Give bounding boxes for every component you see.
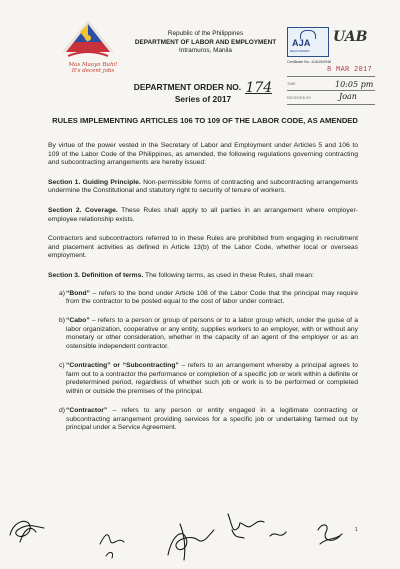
section-2-heading: Section 2. Coverage.: [48, 206, 118, 214]
uab-logo: UAB: [333, 29, 368, 45]
definition-item: [48, 290, 358, 307]
section-1-heading: Section 1. Guiding Principle.: [48, 178, 141, 186]
definition-label: c): [59, 362, 65, 370]
department-location: Intramuros, Manila: [179, 47, 232, 54]
section-2-text: These Rules shall apply to all parties in an arrangement where employer-employee relationship exists.: [48, 206, 358, 223]
section-2: [48, 207, 358, 224]
section-3-text: The following terms, as used in these Rules, shall mean:: [143, 271, 314, 279]
republic-line: Republic of the Philippines: [167, 30, 244, 37]
section-1-text: Non-permissible forms of contracting and subcontracting arrangements undermine the Constitutional and statutory right to security of tenure of workers.: [48, 178, 358, 195]
stamp-divider: [287, 104, 375, 105]
section-2-paragraph-2: Contractors and subcontractors referred to in these Rules are prohibited from engaging in recruitment and placement activities as defined in Article 13(b) of the Labor Code, whether local or overseas employment.: [48, 235, 358, 260]
definition-label: a): [59, 289, 66, 297]
section-3-heading: Section 3. Definition of terms.: [48, 271, 144, 279]
definition-term: “Cabo”: [66, 317, 90, 325]
stamp-received-by: Joan: [339, 92, 357, 101]
page-number: 1: [355, 527, 358, 533]
department-order-series: Series of 2017: [174, 94, 232, 104]
definition-text: – refers to any person or entity engaged in a legitimate contracting or subcontracting arrangement providing services for a specific job or undertaking farmed out by principal under a Service Agreement.: [66, 406, 358, 432]
department-order-number: 174: [245, 80, 273, 96]
intro-paragraph: By virtue of the power vested in the Secretary of Labor and Employment under Articles 5 and 106 to 109 of the Labor Code of the Philippines, as amended, the following regulations governing contracting and subcontracting arrangements are hereby issued:: [48, 142, 358, 167]
stamp-divider: [287, 76, 375, 77]
signature-4: [228, 514, 286, 538]
certificate-number: Certificate No.: AJA15/0946: [287, 60, 332, 64]
definition-term: “Bond”: [66, 289, 90, 297]
department-order-heading: [113, 82, 293, 104]
department-name: DEPARTMENT OF LABOR AND EMPLOYMENT: [134, 38, 277, 46]
aja-logo-caption: REGISTERED: [290, 49, 310, 53]
agency-header: [118, 30, 293, 56]
section-3: [48, 272, 358, 281]
stamp-divider: [287, 90, 375, 91]
document-title: RULES IMPLEMENTING ARTICLES 106 TO 109 OF THE LABOR CODE, AS AMENDED: [52, 116, 358, 125]
logo-tagline: [64, 62, 122, 74]
stamp-label-time: TIME: [287, 82, 296, 86]
stamp-time: 10:05 pm: [335, 80, 374, 89]
definitions-list: [48, 290, 358, 433]
definition-term: “Contractor”: [66, 406, 108, 414]
definition-label: b): [59, 317, 66, 325]
logo-tagline-line2: It's decent jobs: [71, 68, 115, 74]
aja-certification-logo: [287, 27, 329, 57]
definition-item: [48, 362, 358, 396]
signature-2: [100, 535, 124, 558]
signature-5: [318, 525, 342, 544]
definition-item: [48, 407, 358, 433]
signatures: [0, 500, 400, 569]
stamp-date: 8 MAR 2017: [327, 66, 373, 74]
stamp-label-received-by: RECEIVED BY: [287, 96, 312, 100]
signature-3: [168, 524, 214, 560]
definition-text: – refers to an arrangement whereby a principal agrees to farm out to a contractor the performance or completion of a specific job or work within a definite or predetermined period, regardless of whether such job or work is to be performed or completed within or outside the premises of the principal.: [66, 362, 358, 395]
logo-tagline-line1: Mas Maayo Buhi!: [68, 62, 118, 68]
document-body: [48, 142, 358, 443]
aja-logo-text: AJA: [292, 38, 311, 48]
certification-block: [287, 27, 377, 64]
definition-term: “Contracting” or “Subcontracting”: [66, 362, 179, 370]
definition-label: d): [59, 406, 66, 414]
definition-text: – refers to a person or group of persons or to a labor group which, under the guise of a labor organization, cooperative or any entity, supplies workers to an employer, with or without any monetary or other consideration, whether in the capacity of an agent of the employer or as an ostensible independent contractor.: [66, 317, 358, 350]
definition-text: – refers to the bond under Article 108 of the Labor Code that the principal may require from the contractor to be posted equal to the cost of labor under contract.: [66, 289, 358, 306]
section-1: [48, 179, 358, 196]
received-stamp: [287, 66, 382, 108]
definition-item: [48, 317, 358, 351]
department-order-label: DEPARTMENT ORDER NO.: [133, 82, 242, 92]
signature-1: [10, 521, 44, 542]
